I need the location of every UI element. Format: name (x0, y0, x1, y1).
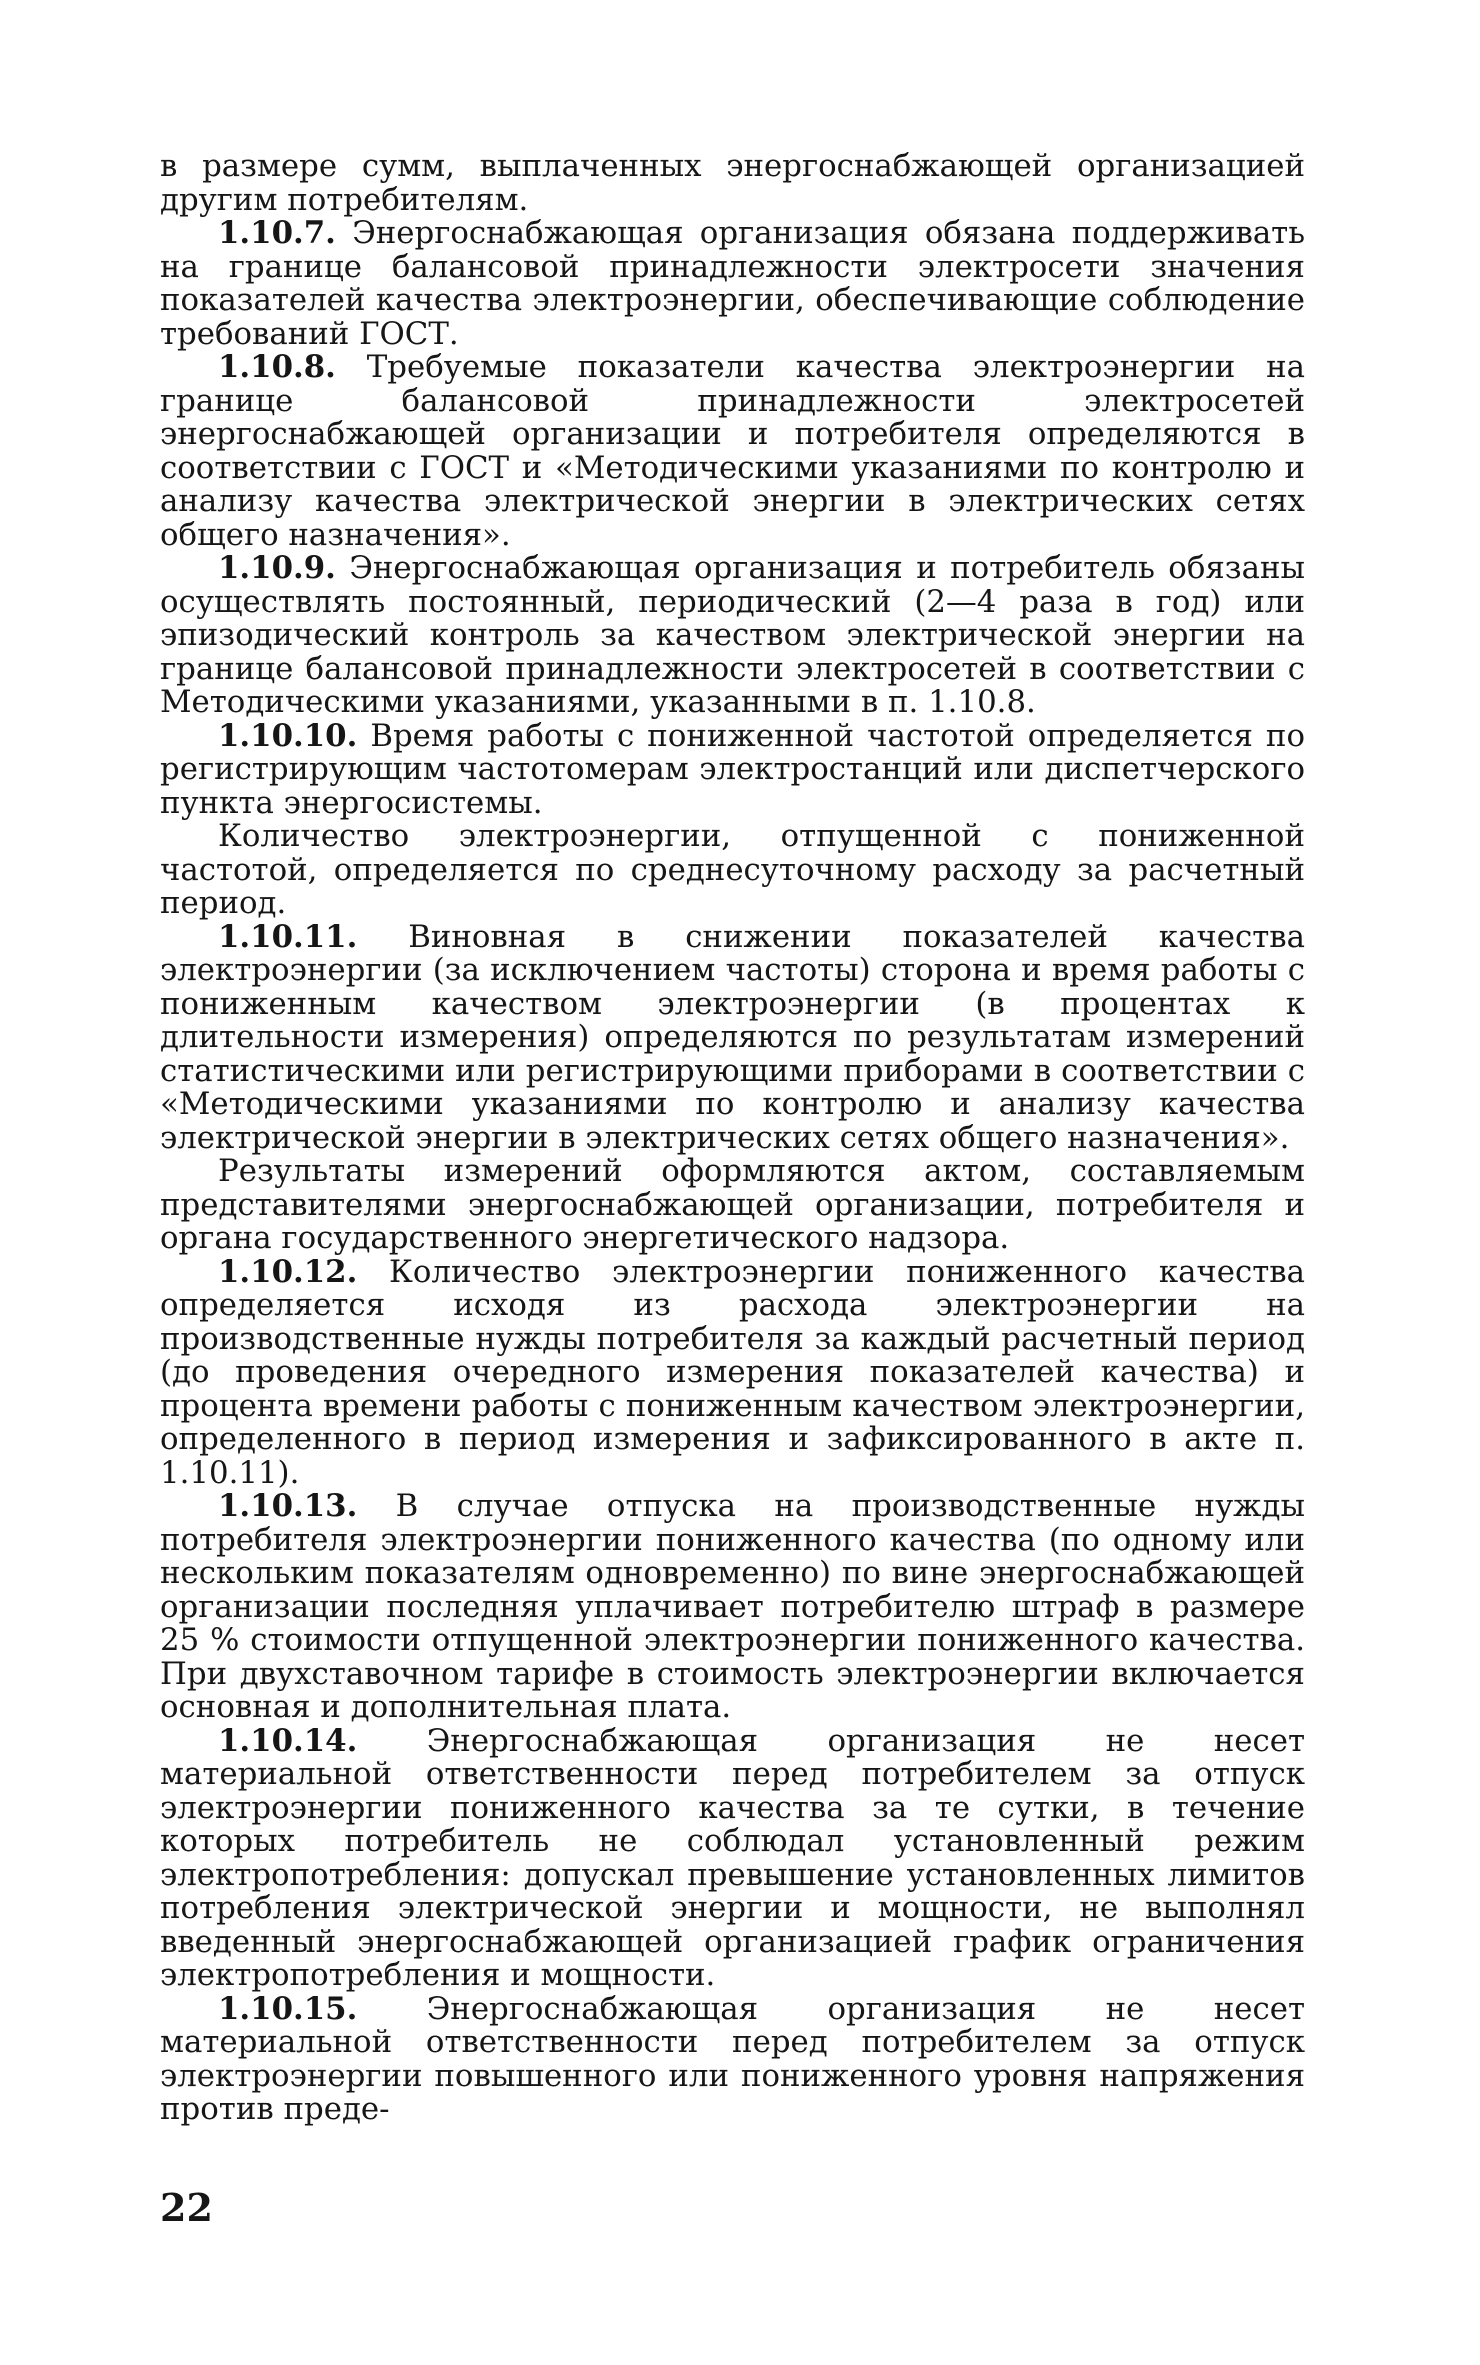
page-number: 22 (160, 2185, 213, 2230)
paragraph-text: Энергоснабжающая организация обязана поддерживать на границе балансовой принадлежности электросети значения показателей качества электроэнергии, обеспечивающие соблюдение требований ГОСТ. (160, 215, 1305, 352)
paragraph-text: Время работы с пониженной частотой определяется по регистрирующим частотомерам электростанций или диспетчерского пункта энергосистемы. (160, 717, 1305, 821)
paragraph (160, 1155, 1305, 1256)
paragraph-1-10-12 (160, 1253, 1305, 1491)
paragraph (160, 820, 1305, 921)
paragraph-1-10-11 (160, 918, 1305, 1156)
paragraph-1-10-13 (160, 1490, 1305, 1725)
paragraph-1-10-10 (160, 717, 1305, 821)
paragraph-text: Энергоснабжающая организация не несет материальной ответственности перед потребителем за отпуск электроэнергии пониженного качества за те сутки, в течение которых потребитель не соблюдал установленный режим электропотребления: допускал превышение установленных лимитов потребления электрической энергии и мощности, не выполнял введенный энергоснабжающей организацией график ограничения электропотребления и мощности. (160, 1722, 1305, 1993)
paragraph-text: в размере сумм, выплаченных энергоснабжающей организацией другим потребителям. (160, 148, 1305, 218)
section-number: 1.10.11. (218, 918, 358, 955)
paragraph-text: Требуемые показатели качества электроэнергии на границе балансовой принадлежности электросетей энергоснабжающей организации и потребителя определяются в соответствии с ГОСТ и «Методическими указаниями по контролю и анализу качества электрической энергии в электрических сетях общего назначения». (160, 349, 1305, 553)
paragraph-1-10-7 (160, 217, 1305, 351)
paragraph-text: Энергоснабжающая организация не несет материальной ответственности перед потребителем за отпуск электроэнергии повышенного или пониженного уровня напряжения против преде- (160, 1990, 1305, 2127)
section-number: 1.10.12. (218, 1253, 358, 1290)
section-number: 1.10.9. (218, 550, 336, 586)
paragraph-text: Количество электроэнергии пониженного качества определяется исходя из расхода электроэнергии на производственные нужды потребителя за каждый расчетный период (до проведения очередного измерения показателей качества) и процента времени работы с пониженным качеством электроэнергии, определенного в период измерения и зафиксированного в акте п. 1.10.11). (160, 1253, 1305, 1491)
paragraph (160, 150, 1305, 217)
paragraph-1-10-8 (160, 351, 1305, 552)
paragraph-text: Энергоснабжающая организация и потребитель обязаны осуществлять постоянный, периодический (2—4 раза в год) или эпизодический контроль за качеством электрической энергии на границе балансовой принадлежности электросетей в соответствии с Методическими указаниями, указанными в п. 1.10.8. (160, 550, 1305, 720)
section-number: 1.10.14. (218, 1722, 358, 1759)
section-number: 1.10.8. (218, 349, 336, 385)
paragraph-text: Результаты измерений оформляются актом, составляемым представителями энергоснабжающей организации, потребителя и органа государственного энергетического надзора. (160, 1153, 1305, 1256)
section-number: 1.10.13. (218, 1488, 358, 1524)
paragraph-1-10-15 (160, 1990, 1305, 2127)
paragraph-text: В случае отпуска на производственные нужды потребителя электроэнергии пониженного качества (по одному или нескольким показателям одновременно) по вине энергоснабжающей организации последняя уплачивает потребителю штраф в размере 25 % стоимости отпущенной электроэнергии пониженного качества. При двухставочном тарифе в стоимость электроэнергии включается основная и дополнительная плата. (160, 1488, 1305, 1725)
section-number: 1.10.7. (218, 215, 336, 251)
paragraph-1-10-9 (160, 552, 1305, 720)
paragraph-1-10-14 (160, 1722, 1305, 1993)
paragraph-text: Виновная в снижении показателей качества электроэнергии (за исключением частоты) сторона и время работы с пониженным качеством электроэнергии (в процентах к длительности измерения) определяются по результатам измерений статистическими или регистрирующими приборами в соответствии с «Методическими указаниями по контролю и анализу качества электрической энергии в электрических сетях общего назначения». (160, 918, 1305, 1156)
section-number: 1.10.15. (218, 1990, 358, 2027)
section-number: 1.10.10. (218, 717, 358, 754)
paragraph-text: Количество электроэнергии, отпущенной с пониженной частотой, определяется по среднесуточному расходу за расчетный период. (160, 818, 1305, 921)
body-text (160, 150, 1305, 2127)
